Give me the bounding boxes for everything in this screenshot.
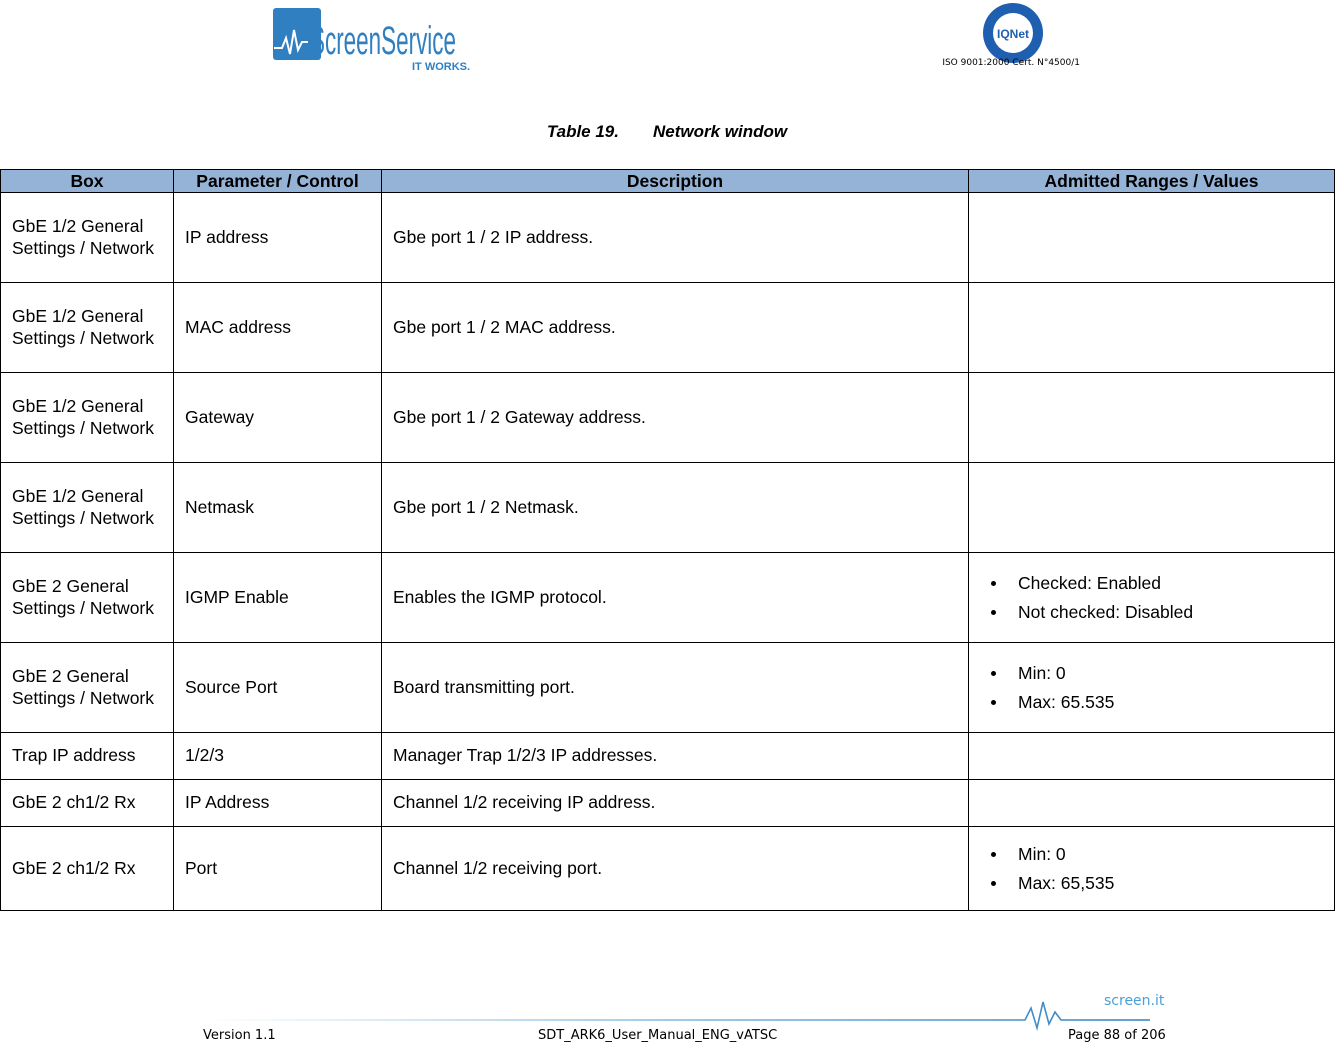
cell-values	[969, 780, 1335, 827]
header-parameter: Parameter / Control	[174, 170, 382, 193]
value-item: Min: 0	[980, 662, 1324, 684]
footer-wave-line	[205, 998, 1150, 1028]
table-caption	[0, 122, 1334, 142]
cell-values	[969, 733, 1335, 780]
cell-box: GbE 2 General Settings / Network	[1, 553, 174, 643]
footer-site-logo: screen.it	[1104, 993, 1165, 1009]
cell-param: MAC address	[174, 283, 382, 373]
cell-values	[969, 373, 1335, 463]
network-window-table	[0, 169, 1335, 911]
cell-box: GbE 2 General Settings / Network	[1, 643, 174, 733]
cell-desc: Channel 1/2 receiving IP address.	[382, 780, 969, 827]
cell-values	[969, 283, 1335, 373]
cell-box: GbE 2 ch1/2 Rx	[1, 780, 174, 827]
table-row	[1, 193, 1335, 283]
table-row	[1, 463, 1335, 553]
cell-box: GbE 2 ch1/2 Rx	[1, 827, 174, 911]
cell-values	[969, 643, 1335, 733]
cell-box: GbE 1/2 General Settings / Network	[1, 193, 174, 283]
cell-box: GbE 1/2 General Settings / Network	[1, 373, 174, 463]
certification-seal	[982, 2, 1044, 64]
table-row	[1, 553, 1335, 643]
cell-values	[969, 553, 1335, 643]
table-row	[1, 780, 1335, 827]
cert-badge-text: IQNet	[996, 27, 1030, 41]
logo-text: ScreenService	[310, 19, 456, 63]
header-box: Box	[1, 170, 174, 193]
cell-box: GbE 1/2 General Settings / Network	[1, 463, 174, 553]
table-row	[1, 373, 1335, 463]
footer-version: Version 1.1	[203, 1028, 276, 1043]
cell-desc: Gbe port 1 / 2 IP address.	[382, 193, 969, 283]
caption-title: Network window	[653, 122, 788, 141]
footer-page-number: Page 88 of 206	[1068, 1028, 1166, 1043]
header-description: Description	[382, 170, 969, 193]
value-item: Checked: Enabled	[980, 572, 1324, 594]
cert-number: ISO 9001:2000 Cert. N°4500/1	[942, 58, 1080, 68]
cell-desc: Enables the IGMP protocol.	[382, 553, 969, 643]
header-values: Admitted Ranges / Values	[969, 170, 1335, 193]
cell-values	[969, 827, 1335, 911]
cell-desc: Board transmitting port.	[382, 643, 969, 733]
cell-param: Netmask	[174, 463, 382, 553]
cell-desc: Gbe port 1 / 2 Netmask.	[382, 463, 969, 553]
value-item: Max: 65.535	[980, 691, 1324, 713]
cell-desc: Manager Trap 1/2/3 IP addresses.	[382, 733, 969, 780]
logo-tagline: IT WORKS.	[412, 61, 471, 73]
cell-box: GbE 1/2 General Settings / Network	[1, 283, 174, 373]
cell-param: IP Address	[174, 780, 382, 827]
cell-param: Port	[174, 827, 382, 911]
value-item: Min: 0	[980, 843, 1324, 865]
table-header-row	[1, 170, 1335, 193]
cell-param: Gateway	[174, 373, 382, 463]
cell-values	[969, 463, 1335, 553]
cell-param: Source Port	[174, 643, 382, 733]
table-row	[1, 283, 1335, 373]
cell-box: Trap IP address	[1, 733, 174, 780]
table-row	[1, 733, 1335, 780]
value-item: Not checked: Disabled	[980, 601, 1324, 623]
cell-param: IP address	[174, 193, 382, 283]
cell-desc: Gbe port 1 / 2 Gateway address.	[382, 373, 969, 463]
value-item: Max: 65,535	[980, 872, 1324, 894]
caption-number: Table 19.	[546, 122, 619, 141]
cell-param: IGMP Enable	[174, 553, 382, 643]
table-row	[1, 827, 1335, 911]
cell-param: 1/2/3	[174, 733, 382, 780]
screenservice-logo	[272, 8, 471, 73]
cell-desc: Gbe port 1 / 2 MAC address.	[382, 283, 969, 373]
cell-desc: Channel 1/2 receiving port.	[382, 827, 969, 911]
table-row	[1, 643, 1335, 733]
cell-values	[969, 193, 1335, 283]
footer-document-name: SDT_ARK6_User_Manual_ENG_vATSC	[538, 1028, 778, 1043]
